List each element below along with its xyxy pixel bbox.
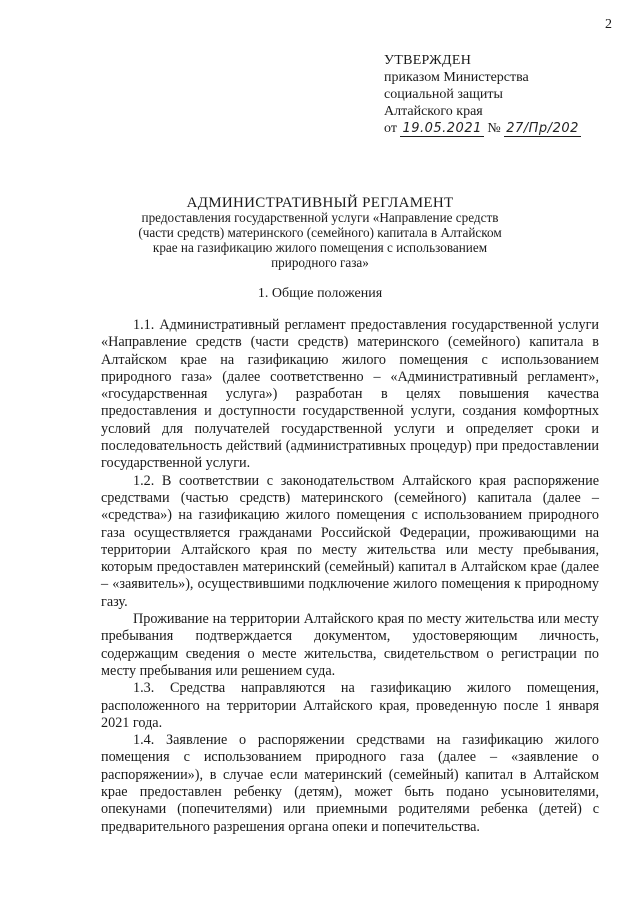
page-number: 2 <box>605 17 612 32</box>
subtitle-line-1: предоставления государственной услуги «Направление средств <box>141 210 499 225</box>
document-title: АДМИНИСТРАТИВНЫЙ РЕГЛАМЕНТ <box>186 195 454 211</box>
subtitle-line-4: природного газа» <box>271 255 369 270</box>
subtitle-line-2: (части средств) материнского (семейного) капитала в Алтайском <box>138 225 502 240</box>
number-prefix: № <box>487 121 501 136</box>
handwritten-order-number: 27/Пр/202 <box>506 121 579 136</box>
approval-date-number-line <box>384 120 581 137</box>
approval-stamp-block <box>384 52 581 137</box>
paragraph-1-4: 1.4. Заявление о распоряжении средствами на газификацию жилого помещения с использованием природного газа (далее – «заявление о распоряжении»), в случае если материнский (семейный) капитал в Алтайском крае предоставлен ребенку (детям), может быть подано усыновителями, опекунами (попечителями) или приемными родителями ребенка (детей) с предварительного разрешения органа опеки и попечительства. <box>101 732 599 835</box>
paragraph-residence: Проживание на территории Алтайского края по месту жительства или месту пребывания подтверждается документом, удостоверяющим личность, содержащим сведения о месте жительства, свидетельством о регистрации по месту пребывания или решением суда. <box>101 611 599 679</box>
handwritten-date: 19.05.2021 <box>402 121 482 136</box>
date-prefix: от <box>384 121 397 136</box>
section-title: 1. Общие положения <box>257 286 383 301</box>
paragraph-1-1: 1.1. Административный регламент предоставления государственной услуги «Направление средств (части средств) материнского (семейного) капитала в Алтайском крае на газификацию жилого помещения с использованием природного газа» (далее соответственно – «Административный регламент», «государственная услуга») разработан в целях повышения качества предоставления и доступности государственной услуги, создания комфортных условий для получателей государственной услуги и определяет сроки и последовательность действий (административных процедур) при предоставлении государственной услуги. <box>101 317 599 472</box>
document-subtitle <box>100 210 540 270</box>
body-text <box>101 317 599 836</box>
paragraph-1-2: 1.2. В соответствии с законодательством Алтайского края распоряжение средствами (частью средств) материнского (семейного) капитала (далее – «средства») на газификацию жилого помещения с использованием природного газа осуществляется гражданами Российской Федерации, проживающими на территории Алтайского края по месту жительства или месту пребывания, которым предоставлен материнский (семейный) капитал в Алтайском крае (далее – «заявитель»), осуществившими подключение жилого помещения к природному газу. <box>101 472 599 610</box>
approval-title: УТВЕРЖДЕН <box>384 53 472 68</box>
subtitle-line-3: крае на газификацию жилого помещения с использованием <box>152 240 488 255</box>
approval-line-2: социальной защиты <box>384 87 503 102</box>
approval-line-3: Алтайского края <box>384 104 483 119</box>
paragraph-1-3: 1.3. Средства направляются на газификацию жилого помещения, расположенного на территории Алтайского края, проведенную после 1 января 2021 года. <box>101 680 599 731</box>
approval-line-1: приказом Министерства <box>384 70 529 85</box>
